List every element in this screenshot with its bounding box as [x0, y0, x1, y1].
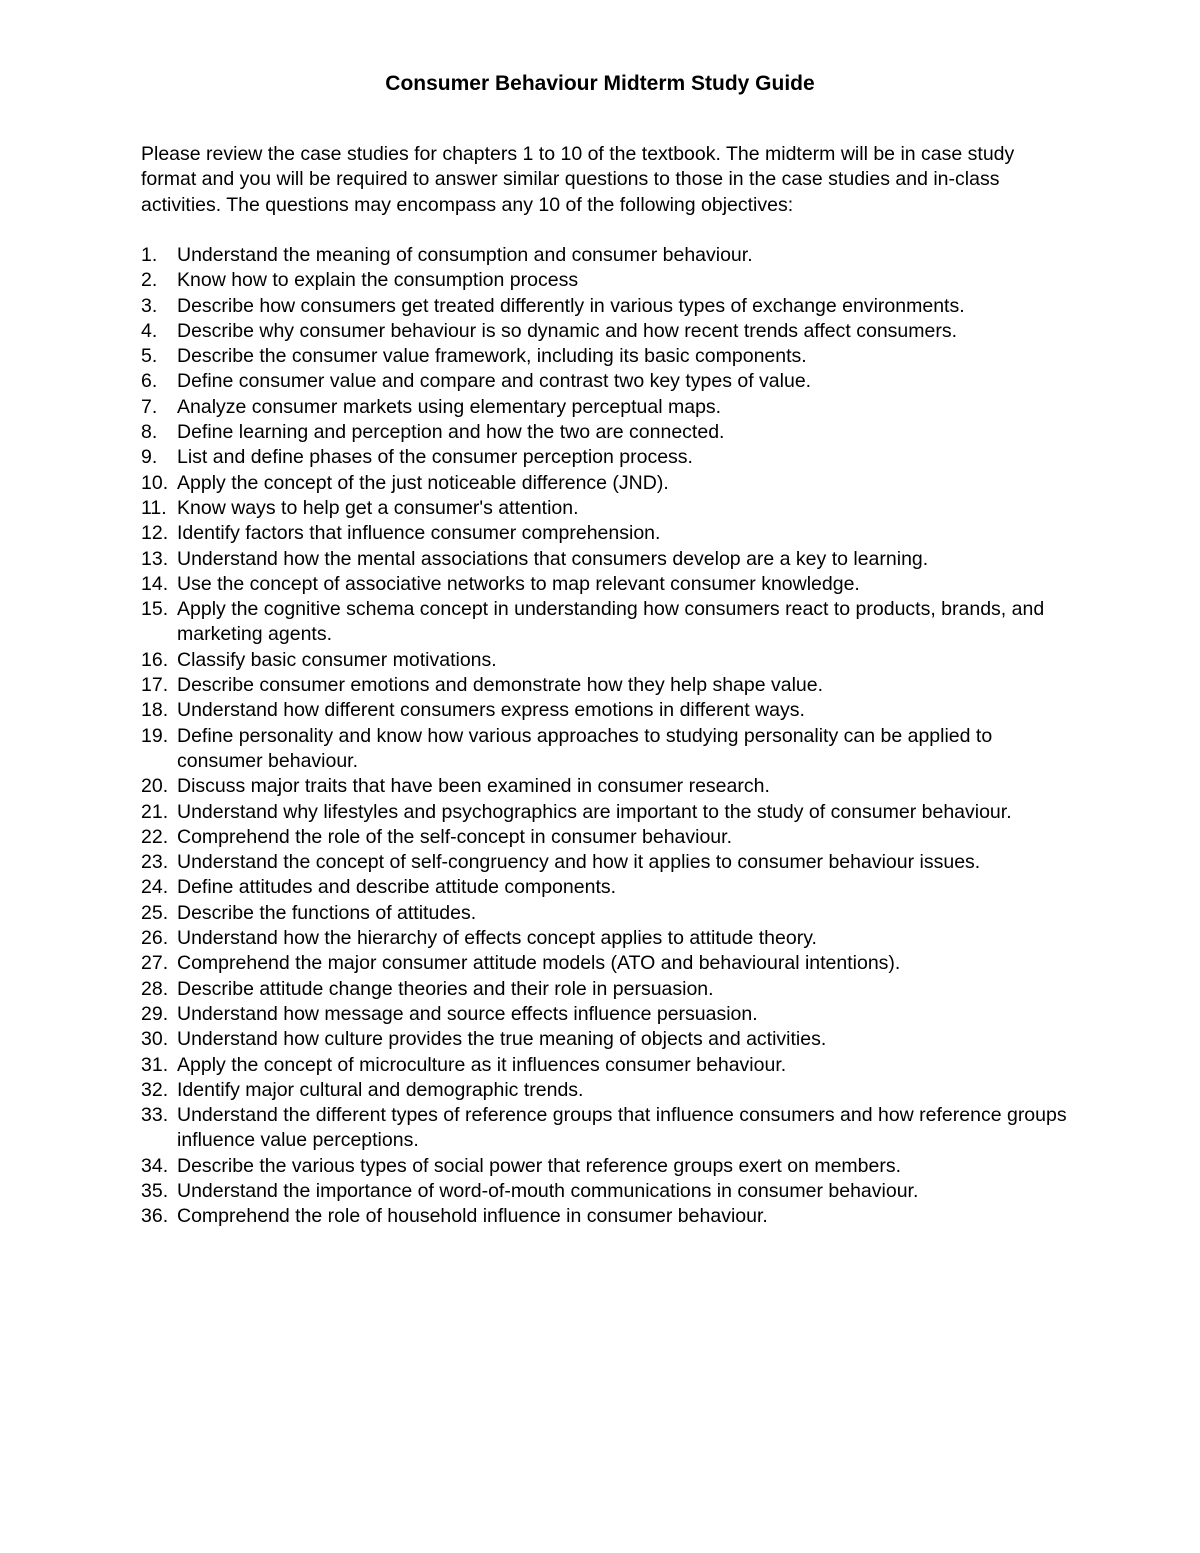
objective-text: Analyze consumer markets using elementary perceptual maps.: [177, 395, 722, 418]
objective-number: 21.: [141, 800, 169, 823]
objective-item: [141, 547, 1071, 572]
objective-number: 17.: [141, 674, 169, 697]
objective-number: 19.: [141, 724, 169, 747]
objective-item: [141, 977, 1071, 1002]
objective-text: Classify basic consumer motivations.: [177, 648, 497, 671]
objective-text: Apply the cognitive schema concept in understanding how consumers react to products, brands, and marketing agents.: [177, 598, 1045, 646]
objective-text: Apply the concept of microculture as it influences consumer behaviour.: [177, 1053, 787, 1076]
objective-item: [141, 344, 1071, 369]
objective-number: 22.: [141, 825, 169, 848]
objective-text: Describe consumer emotions and demonstrate how they help shape value.: [177, 674, 824, 697]
objective-text: Apply the concept of the just noticeable difference (JND).: [177, 471, 669, 494]
objective-item: [141, 825, 1071, 850]
objective-item: [141, 496, 1071, 521]
objective-item: [141, 471, 1071, 496]
objective-number: 30.: [141, 1028, 169, 1051]
objective-number: 24.: [141, 876, 169, 899]
objective-item: [141, 294, 1071, 319]
objective-item: [141, 1204, 1071, 1229]
objective-item: [141, 875, 1071, 900]
objective-item: [141, 597, 1071, 648]
objective-item: [141, 1053, 1071, 1078]
objective-text: Comprehend the role of household influence in consumer behaviour.: [177, 1205, 768, 1228]
objective-number: 18.: [141, 699, 169, 722]
objective-item: [141, 243, 1071, 268]
objective-text: List and define phases of the consumer perception process.: [177, 446, 693, 469]
objective-number: 10.: [141, 471, 169, 494]
objective-number: 27.: [141, 952, 169, 975]
objective-text: Understand the different types of reference groups that influence consumers and how reference groups influence value perceptions.: [177, 1104, 1067, 1152]
objective-item: [141, 268, 1071, 293]
objective-number: 9.: [141, 446, 158, 469]
objective-item: [141, 445, 1071, 470]
objective-item: [141, 1078, 1071, 1103]
objective-text: Understand the concept of self-congruency and how it applies to consumer behaviour issues.: [177, 851, 981, 874]
objective-number: 1.: [141, 244, 158, 266]
objective-number: 4.: [141, 319, 158, 342]
objective-text: Understand how culture provides the true meaning of objects and activities.: [177, 1028, 827, 1051]
objective-number: 32.: [141, 1078, 169, 1101]
objective-item: [141, 901, 1071, 926]
objective-number: 6.: [141, 370, 158, 393]
objective-text: Understand why lifestyles and psychographics are important to the study of consumer behaviour.: [177, 800, 1012, 823]
objective-text: Understand how the mental associations that consumers develop are a key to learning.: [177, 547, 929, 570]
objective-text: Understand the meaning of consumption and consumer behaviour.: [177, 244, 753, 266]
objective-text: Identify factors that influence consumer comprehension.: [177, 522, 661, 545]
objective-text: Know ways to help get a consumer's attention.: [177, 496, 579, 519]
objective-text: Comprehend the role of the self-concept in consumer behaviour.: [177, 825, 732, 848]
objective-item: [141, 774, 1071, 799]
objective-item: [141, 1027, 1071, 1052]
objective-number: 23.: [141, 851, 169, 874]
objective-text: Understand the importance of word-of-mouth communications in consumer behaviour.: [177, 1179, 919, 1202]
objective-number: 20.: [141, 775, 169, 798]
objective-text: Identify major cultural and demographic trends.: [177, 1078, 584, 1101]
document-title: Consumer Behaviour Midterm Study Guide: [385, 72, 815, 95]
objective-text: Understand how the hierarchy of effects concept applies to attitude theory.: [177, 927, 817, 950]
objective-text: Define learning and perception and how the two are connected.: [177, 421, 725, 444]
objective-number: 12.: [141, 522, 169, 545]
objective-item: [141, 1179, 1071, 1204]
objective-number: 7.: [141, 395, 158, 418]
objective-text: Understand how different consumers express emotions in different ways.: [177, 699, 805, 722]
objective-number: 35.: [141, 1179, 169, 1202]
objective-item: [141, 724, 1071, 775]
objective-item: [141, 420, 1071, 445]
objective-text: Describe the functions of attitudes.: [177, 901, 477, 924]
objective-number: 34.: [141, 1154, 169, 1177]
objective-text: Comprehend the major consumer attitude models (ATO and behavioural intentions).: [177, 952, 901, 975]
objective-text: Describe the consumer value framework, including its basic components.: [177, 345, 807, 368]
objective-number: 16.: [141, 648, 169, 671]
objective-text: Use the concept of associative networks to map relevant consumer knowledge.: [177, 572, 860, 595]
objective-item: [141, 521, 1071, 546]
objective-number: 11.: [141, 496, 167, 519]
objective-number: 36.: [141, 1205, 169, 1228]
objective-item: [141, 369, 1071, 394]
objective-item: [141, 926, 1071, 951]
objective-number: 28.: [141, 977, 169, 1000]
objectives-list: [141, 243, 1071, 1230]
objective-number: 2.: [141, 269, 158, 292]
objective-item: [141, 698, 1071, 723]
objective-text: Discuss major traits that have been examined in consumer research.: [177, 775, 770, 798]
objective-item: [141, 572, 1071, 597]
objective-text: Define attitudes and describe attitude components.: [177, 876, 617, 899]
objective-item: [141, 800, 1071, 825]
objective-text: Describe attitude change theories and their role in persuasion.: [177, 977, 714, 1000]
objective-item: [141, 1103, 1071, 1154]
objective-item: [141, 951, 1071, 976]
objective-number: 26.: [141, 927, 169, 950]
objective-item: [141, 1154, 1071, 1179]
objective-number: 8.: [141, 421, 158, 444]
objective-text: Describe the various types of social power that reference groups exert on members.: [177, 1154, 902, 1177]
objective-text: Know how to explain the consumption process: [177, 269, 579, 292]
objective-item: [141, 673, 1071, 698]
objective-number: 31.: [141, 1053, 169, 1076]
objective-item: [141, 1002, 1071, 1027]
objective-item: [141, 395, 1071, 420]
objective-text: Define personality and know how various approaches to studying personality can be applied to consumer behaviour.: [177, 724, 993, 772]
objective-text: Define consumer value and compare and contrast two key types of value.: [177, 370, 812, 393]
objective-item: [141, 319, 1071, 344]
objective-number: 29.: [141, 1002, 169, 1025]
objective-number: 25.: [141, 901, 169, 924]
objective-text: Describe why consumer behaviour is so dynamic and how recent trends affect consumers.: [177, 319, 958, 342]
objective-number: 14.: [141, 572, 169, 595]
objective-number: 13.: [141, 547, 169, 570]
objective-text: Understand how message and source effects influence persuasion.: [177, 1002, 758, 1025]
intro-paragraph: Please review the case studies for chapters 1 to 10 of the textbook. The midterm will be in case study format and you will be required to answer similar questions to those in the case studies and in-class activities. The questions may encompass any 10 of the following objectives:: [141, 143, 1015, 216]
objective-number: 33.: [141, 1104, 169, 1127]
objective-number: 3.: [141, 294, 158, 317]
objective-number: 15.: [141, 598, 169, 621]
objective-text: Describe how consumers get treated differently in various types of exchange environments.: [177, 294, 965, 317]
objective-item: [141, 850, 1071, 875]
objective-number: 5.: [141, 345, 158, 368]
objective-item: [141, 648, 1071, 673]
